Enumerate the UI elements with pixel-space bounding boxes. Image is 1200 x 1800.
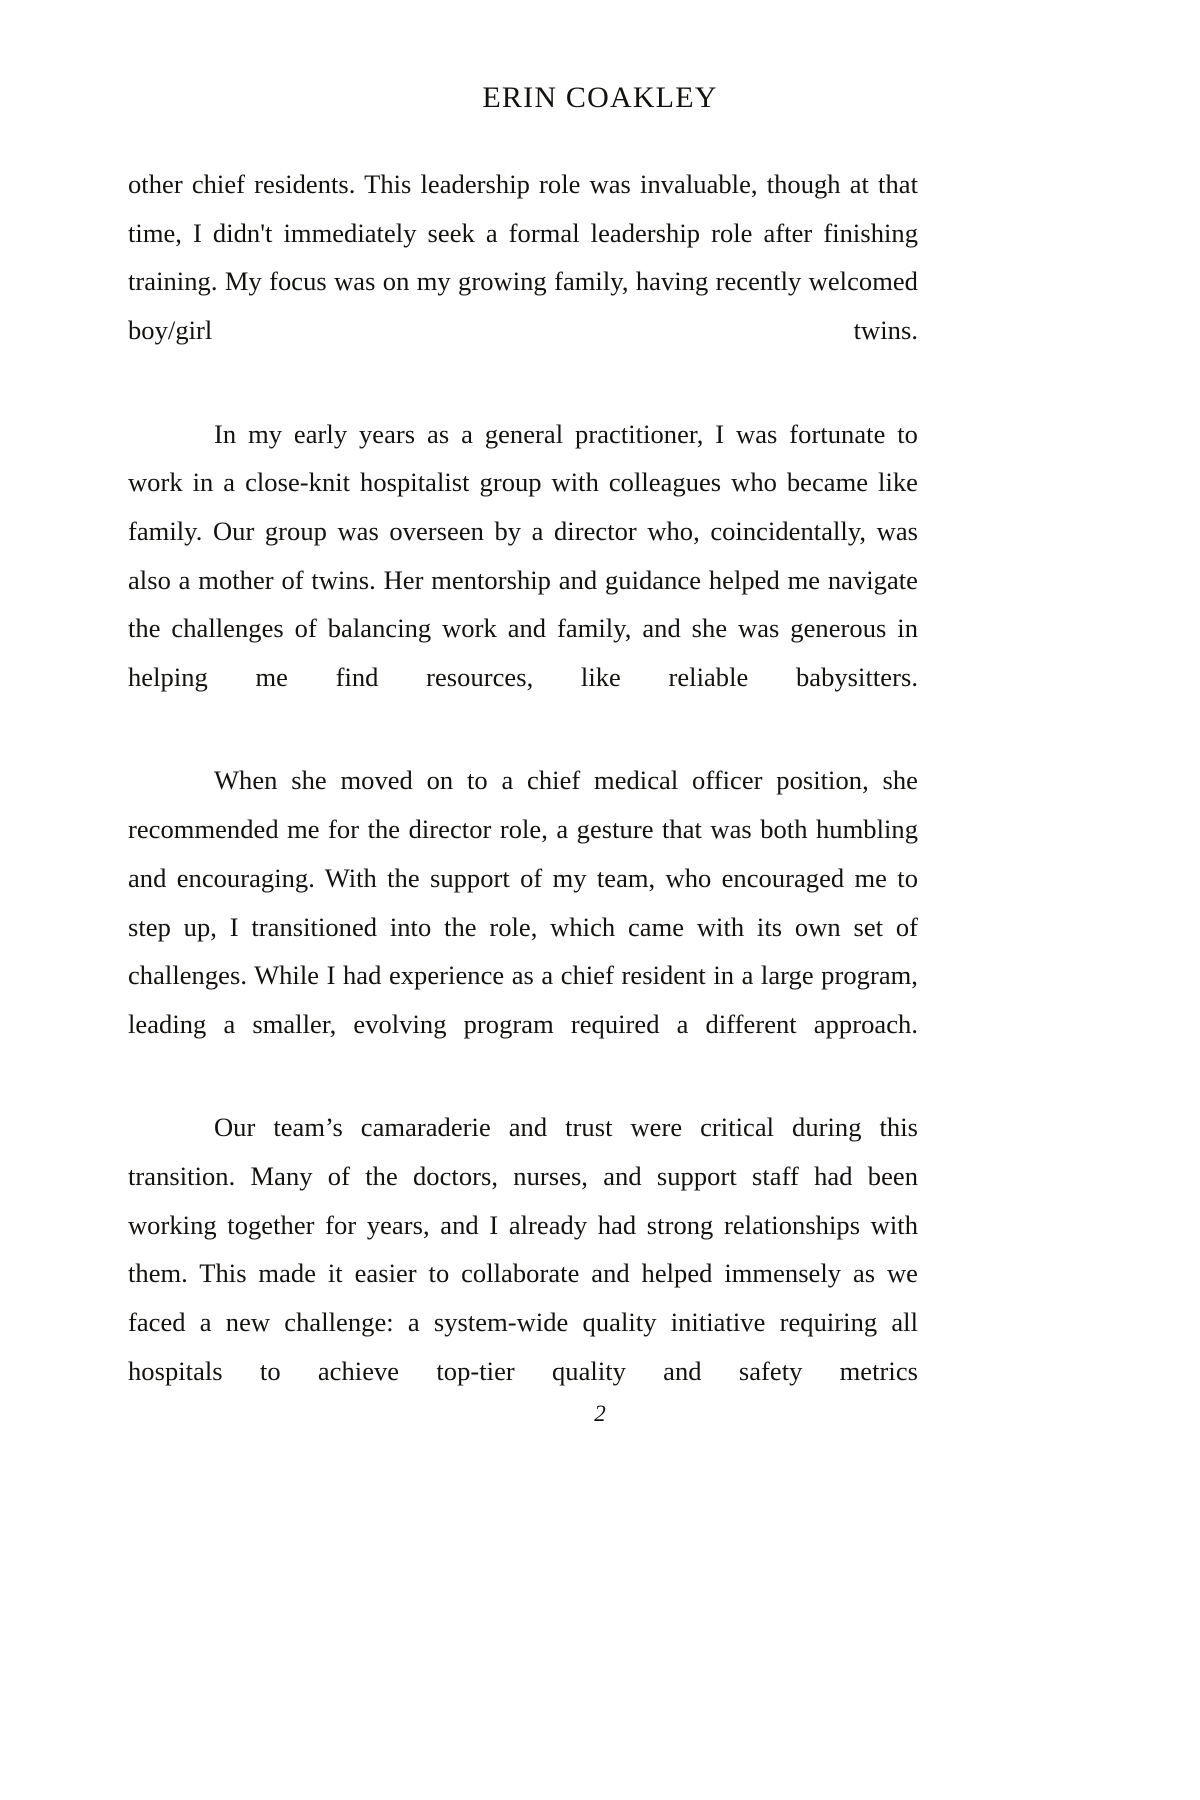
paragraph-1: other chief residents. This leadership role was invaluable, though at that time, I didn't immediately seek a formal leadership role after finishing training. My focus was on my growing family, having recently welcomed boy/girl twins. bbox=[128, 169, 918, 346]
running-head-author: ERIN COAKLEY bbox=[482, 81, 718, 114]
paragraph-2: In my early years as a general practitioner, I was fortunate to work in a close-knit hospitalist group with colleagues who became like family. Our group was overseen by a director who, coincidentally, was also a mother of twins. Her mentorship and guidance helped me navigate the challenges of balancing work and family, and she was generous in helping me find resources, like reliable babysitters. bbox=[128, 418, 918, 693]
page-number: 2 bbox=[594, 1401, 606, 1426]
paragraph-4: Our team’s camaraderie and trust were critical during this transition. Many of the doctors, nurses, and support staff had been working together for years, and I already had strong relationships with them. This made it easier to collaborate and helped immensely as we faced a new challenge: a system-wide quality initiative requiring all hospitals to achieve top-tier quality and safety metrics bbox=[128, 1112, 918, 1386]
body-text-block bbox=[128, 160, 918, 1450]
paragraph-3: When she moved on to a chief medical officer position, she recommended me for the director role, a gesture that was both humbling and encouraging. With the support of my team, who encouraged me to step up, I transitioned into the role, which came with its own set of challenges. While I had experience as a chief resident in a large program, leading a smaller, evolving program required a different approach. bbox=[128, 765, 918, 1039]
